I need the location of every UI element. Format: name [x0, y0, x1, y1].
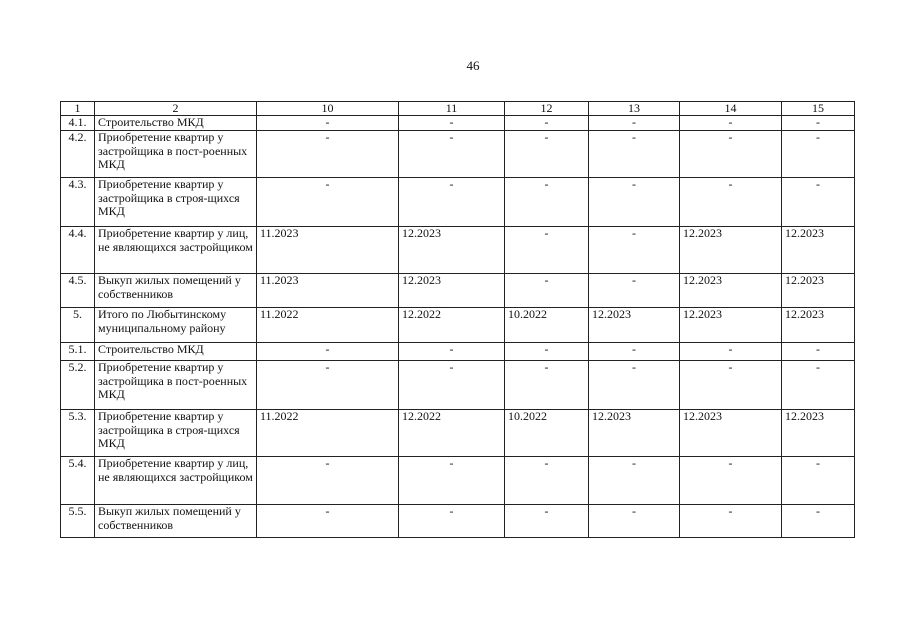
- value-cell: -: [680, 116, 782, 131]
- table-row: [61, 361, 855, 410]
- value-cell: -: [399, 116, 505, 131]
- value-cell: 12.2023: [589, 308, 680, 343]
- value-cell: -: [505, 227, 589, 274]
- value-cell: -: [680, 131, 782, 178]
- value-cell: -: [505, 116, 589, 131]
- column-header: 13: [589, 102, 680, 116]
- value-cell: -: [589, 457, 680, 505]
- row-number: 4.2.: [61, 131, 95, 178]
- row-name: Приобретение квартир у лиц, не являющихся застройщиком: [95, 227, 257, 274]
- value-cell: -: [257, 457, 399, 505]
- value-cell: -: [782, 116, 855, 131]
- row-name: Строительство МКД: [95, 343, 257, 361]
- row-name: Выкуп жилых помещений у собственников: [95, 505, 257, 538]
- table-row: [61, 308, 855, 343]
- value-cell: -: [782, 457, 855, 505]
- value-cell: -: [589, 131, 680, 178]
- table-row: [61, 505, 855, 538]
- value-cell: -: [505, 131, 589, 178]
- value-cell: -: [257, 505, 399, 538]
- value-cell: -: [680, 361, 782, 410]
- value-cell: 11.2023: [257, 274, 399, 308]
- table-row: [61, 410, 855, 457]
- value-cell: 11.2023: [257, 227, 399, 274]
- value-cell: 12.2023: [680, 308, 782, 343]
- row-number: 5.1.: [61, 343, 95, 361]
- value-cell: 11.2022: [257, 308, 399, 343]
- table-row: [61, 343, 855, 361]
- value-cell: -: [589, 178, 680, 227]
- value-cell: 12.2023: [680, 410, 782, 457]
- value-cell: 10.2022: [505, 410, 589, 457]
- value-cell: -: [399, 505, 505, 538]
- row-name: Строительство МКД: [95, 116, 257, 131]
- value-cell: -: [505, 343, 589, 361]
- value-cell: -: [589, 274, 680, 308]
- value-cell: -: [257, 361, 399, 410]
- value-cell: -: [589, 343, 680, 361]
- value-cell: -: [257, 178, 399, 227]
- value-cell: -: [505, 178, 589, 227]
- row-number: 4.1.: [61, 116, 95, 131]
- value-cell: 12.2023: [782, 274, 855, 308]
- row-number: 4.5.: [61, 274, 95, 308]
- value-cell: -: [399, 131, 505, 178]
- row-name: Приобретение квартир у лиц, не являющихся застройщиком: [95, 457, 257, 505]
- column-header: 15: [782, 102, 855, 116]
- table-row: [61, 457, 855, 505]
- value-cell: 12.2022: [399, 410, 505, 457]
- column-header: 11: [399, 102, 505, 116]
- value-cell: 12.2023: [680, 227, 782, 274]
- value-cell: 10.2022: [505, 308, 589, 343]
- table-row: [61, 274, 855, 308]
- column-header: 2: [95, 102, 257, 116]
- value-cell: 12.2023: [782, 410, 855, 457]
- row-number: 5.3.: [61, 410, 95, 457]
- value-cell: 12.2023: [680, 274, 782, 308]
- value-cell: 12.2023: [399, 274, 505, 308]
- schedule-table: [60, 101, 855, 538]
- value-cell: -: [257, 343, 399, 361]
- value-cell: 12.2023: [399, 227, 505, 274]
- row-number: 5.: [61, 308, 95, 343]
- column-header: 10: [257, 102, 399, 116]
- row-number: 4.4.: [61, 227, 95, 274]
- value-cell: 12.2023: [782, 227, 855, 274]
- table-row: [61, 131, 855, 178]
- value-cell: -: [680, 178, 782, 227]
- value-cell: -: [680, 343, 782, 361]
- value-cell: -: [589, 227, 680, 274]
- value-cell: -: [399, 178, 505, 227]
- value-cell: -: [589, 116, 680, 131]
- row-number: 5.4.: [61, 457, 95, 505]
- page-number: 46: [466, 58, 480, 73]
- value-cell: -: [505, 274, 589, 308]
- row-number: 4.3.: [61, 178, 95, 227]
- row-number: 5.5.: [61, 505, 95, 538]
- table-header-row: [61, 102, 855, 116]
- value-cell: -: [399, 343, 505, 361]
- row-number: 5.2.: [61, 361, 95, 410]
- value-cell: 12.2023: [782, 308, 855, 343]
- table-row: [61, 116, 855, 131]
- row-name: Приобретение квартир у застройщика в строя-щихся МКД: [95, 410, 257, 457]
- row-name: Приобретение квартир у застройщика в пост-роенных МКД: [95, 361, 257, 410]
- value-cell: -: [782, 131, 855, 178]
- row-name: Приобретение квартир у застройщика в строя-щихся МКД: [95, 178, 257, 227]
- value-cell: -: [782, 343, 855, 361]
- value-cell: -: [589, 505, 680, 538]
- value-cell: -: [589, 361, 680, 410]
- value-cell: -: [680, 457, 782, 505]
- table-row: [61, 227, 855, 274]
- row-name: Итого по Любытинскому муниципальному району: [95, 308, 257, 343]
- value-cell: -: [782, 505, 855, 538]
- value-cell: -: [782, 178, 855, 227]
- value-cell: -: [399, 457, 505, 505]
- value-cell: -: [680, 505, 782, 538]
- value-cell: -: [505, 457, 589, 505]
- column-header: 1: [61, 102, 95, 116]
- row-name: Приобретение квартир у застройщика в пост-роенных МКД: [95, 131, 257, 178]
- column-header: 12: [505, 102, 589, 116]
- row-name: Выкуп жилых помещений у собственников: [95, 274, 257, 308]
- value-cell: -: [257, 116, 399, 131]
- value-cell: 12.2023: [589, 410, 680, 457]
- value-cell: -: [505, 505, 589, 538]
- value-cell: -: [399, 361, 505, 410]
- value-cell: -: [782, 361, 855, 410]
- value-cell: 12.2022: [399, 308, 505, 343]
- column-header: 14: [680, 102, 782, 116]
- value-cell: -: [257, 131, 399, 178]
- table-row: [61, 178, 855, 227]
- value-cell: 11.2022: [257, 410, 399, 457]
- value-cell: -: [505, 361, 589, 410]
